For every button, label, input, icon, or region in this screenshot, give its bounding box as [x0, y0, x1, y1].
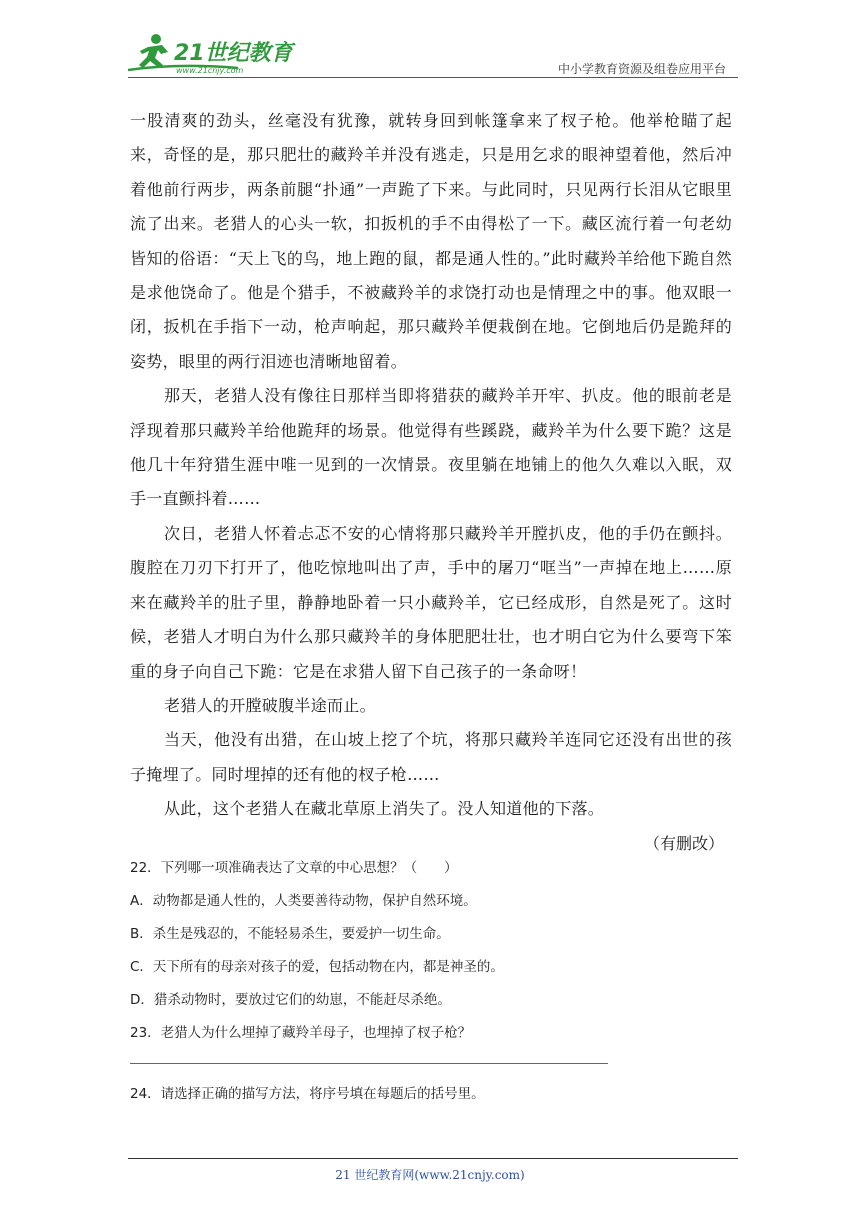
option-b: B．杀生是残忍的，不能轻易杀生，要爱护一切生命。 — [130, 926, 450, 942]
site-logo — [128, 30, 328, 76]
article-paragraph: 次日，老猎人怀着忐忑不安的心情将那只藏羚羊开膛扒皮，他的手仍在颤抖。腹腔在刀刃下打开了，他吃惊地叫出了声，手中的屠刀“哐当”一声掉在地上……原来在藏羚羊的肚子里，静静地卧着一只小藏羚羊，它已经成形，自然是死了。这时候，老猎人才明白为什么那只藏羚羊的身体肥肥壮壮，也才明白它为什么要弯下笨重的身子向自己下跪：它是在求猎人留下自己孩子的一条命呀！ — [130, 523, 732, 681]
logo-url: www.21cnjy.com — [176, 66, 244, 75]
header-divider — [128, 77, 738, 78]
site-tagline: 中小学教育资源及组卷应用平台 — [557, 62, 726, 76]
option-c: C．天下所有的母亲对孩子的爱，包括动物在内，都是神圣的。 — [130, 959, 504, 975]
logo-text: 21世纪教育 — [174, 41, 293, 66]
edit-note: （有删改） — [643, 833, 724, 853]
page-header — [128, 30, 738, 78]
question-24: 24．请选择正确的描写方法，将序号填在每题后的括号里。 — [130, 1086, 485, 1102]
article-paragraph: 老猎人的开膛破腹半途而止。 — [164, 695, 376, 715]
article-paragraph: 一股清爽的劲头，丝毫没有犹豫，就转身回到帐篷拿来了杈子枪。他举枪瞄了起来，奇怪的是，那只肥壮的藏羚羊并没有逃走，只是用乞求的眼神望着他，然后冲着他前行两步，两条前腿“扑通”一声跪了下来。与此同时，只见两行长泪从它眼里流了出来。老猎人的心头一软，扣扳机的手不由得松了一下。藏区流行着一句老幼皆知的俗语：“天上飞的鸟，地上跑的鼠，都是通人性的。”此时藏羚羊给他下跪自然是求他饶命了。他是个猎手，不被藏羚羊的求饶打动也是情理之中的事。他双眼一闭，扳机在手指下一动，枪声响起，那只藏羚羊便栽倒在地。它倒地后仍是跪拜的姿势，眼里的两行泪迹也清晰地留着。 — [130, 111, 732, 371]
page-footer: 21 世纪教育网(www.21cnjy.com) — [335, 1168, 525, 1182]
option-a: A．动物都是通人性的，人类要善待动物，保护自然环境。 — [130, 893, 477, 909]
article-paragraph: 从此，这个老猎人在藏北草原上消失了。没人知道他的下落。 — [164, 799, 605, 819]
question-22: 22．下列哪一项准确表达了文章的中心思想？（ ） — [130, 860, 458, 876]
answer-line — [130, 1063, 608, 1064]
article-body — [130, 104, 732, 861]
article-paragraph: 当天，他没有出猎，在山坡上挖了个坑，将那只藏羚羊连同它还没有出世的孩子掩埋了。同时埋掉的还有他的杈子枪…… — [130, 730, 732, 784]
question-23: 23．老猎人为什么埋掉了藏羚羊母子，也埋掉了杈子枪？ — [130, 1025, 472, 1041]
option-d: D．猎杀动物时，要放过它们的幼崽，不能赶尽杀绝。 — [130, 992, 451, 1008]
footer-divider — [128, 1158, 738, 1159]
article-paragraph: 那天，老猎人没有像往日那样当即将猎获的藏羚羊开牢、扒皮。他的眼前老是浮现着那只藏羚羊给他跪拜的场景。他觉得有些蹊跷，藏羚羊为什么要下跪？这是他几十年狩猎生涯中唯一见到的一次情景。夜里躺在地铺上的他久久难以入眠，双手一直颤抖着…… — [130, 386, 732, 509]
question-section — [130, 852, 732, 1111]
